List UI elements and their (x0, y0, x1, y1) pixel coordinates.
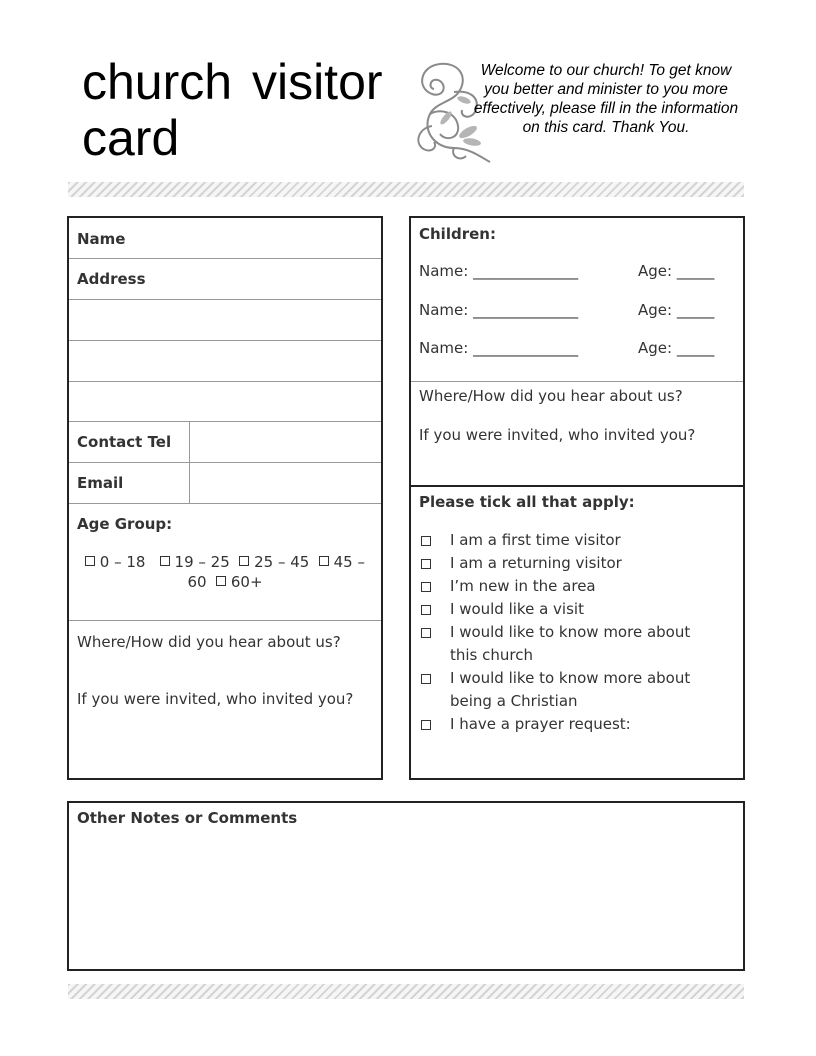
tick-would-like-visit[interactable]: I would like a visit (419, 598, 719, 621)
tick-prayer-request[interactable]: I have a prayer request: (419, 713, 719, 736)
age-group-section (69, 504, 381, 621)
invited-by-prompt: If you were invited, who invited you? (77, 690, 354, 708)
age-option-45-60[interactable]: 45 – 60 (187, 553, 365, 591)
checkbox-icon[interactable] (421, 605, 431, 615)
child-row-2[interactable]: Name: ______________ Age: _____ (419, 301, 715, 319)
top-divider-stripe (68, 182, 744, 197)
visitor-details-box (67, 216, 383, 780)
notes-box[interactable] (67, 801, 745, 971)
email-label: Email (77, 474, 124, 492)
page-title (82, 54, 422, 166)
tick-box (409, 485, 745, 780)
checkbox-icon[interactable] (216, 576, 226, 586)
name-field[interactable] (69, 218, 381, 259)
address-field[interactable] (69, 259, 381, 300)
age-options (77, 552, 373, 592)
checkbox-icon[interactable] (85, 556, 95, 566)
children-invited-by-prompt: If you were invited, who invited you? (419, 426, 696, 444)
child-row-3[interactable]: Name: ______________ Age: _____ (419, 339, 715, 357)
contact-tel-row (69, 422, 381, 463)
contact-tel-field[interactable] (189, 422, 381, 462)
tick-new-in-area[interactable]: I’m new in the area (419, 575, 719, 598)
age-option-60-plus[interactable]: 60+ (216, 573, 262, 591)
address-line-3[interactable] (69, 341, 381, 382)
checkbox-icon[interactable] (421, 720, 431, 730)
email-row (69, 463, 381, 504)
tick-returning-visitor[interactable]: I am a returning visitor (419, 552, 719, 575)
tick-label: Please tick all that apply: (419, 493, 635, 511)
checkbox-icon[interactable] (421, 582, 431, 592)
age-option-25-45[interactable]: 25 – 45 (239, 553, 309, 571)
checkbox-icon[interactable] (239, 556, 249, 566)
checkbox-icon[interactable] (421, 536, 431, 546)
checkbox-icon[interactable] (319, 556, 329, 566)
name-label: Name (77, 230, 126, 248)
checkbox-icon[interactable] (421, 674, 431, 684)
address-line-4[interactable] (69, 382, 381, 422)
children-label: Children: (419, 225, 496, 243)
welcome-message: Welcome to our church! To get know you better and minister to you more effectively, please fill in the information on this card. Thank You. (473, 62, 739, 136)
tick-know-church[interactable]: I would like to know more about this church (419, 621, 719, 667)
age-option-19-25[interactable]: 19 – 25 (160, 553, 230, 571)
tick-first-time-visitor[interactable]: I am a first time visitor (419, 529, 719, 552)
age-group-label: Age Group: (77, 515, 173, 533)
address-label: Address (77, 270, 146, 288)
bottom-divider-stripe (68, 984, 744, 999)
title-line-2: card (82, 110, 180, 166)
tick-options-list (419, 529, 719, 736)
contact-tel-label: Contact Tel (77, 433, 172, 451)
age-option-0-18[interactable]: 0 – 18 (85, 553, 145, 571)
checkbox-icon[interactable] (160, 556, 170, 566)
checkbox-icon[interactable] (421, 628, 431, 638)
tick-know-christian[interactable]: I would like to know more about being a Christian (419, 667, 719, 713)
children-box (409, 216, 745, 487)
checkbox-icon[interactable] (421, 559, 431, 569)
children-hear-about-prompt: Where/How did you hear about us? (419, 387, 683, 405)
email-field[interactable] (189, 463, 381, 503)
notes-label: Other Notes or Comments (77, 809, 298, 827)
child-row-1[interactable]: Name: ______________ Age: _____ (419, 262, 715, 280)
title-line-1: church visitor (82, 54, 383, 110)
hear-about-prompt: Where/How did you hear about us? (77, 633, 341, 651)
address-line-2[interactable] (69, 300, 381, 341)
children-divider (411, 381, 743, 382)
